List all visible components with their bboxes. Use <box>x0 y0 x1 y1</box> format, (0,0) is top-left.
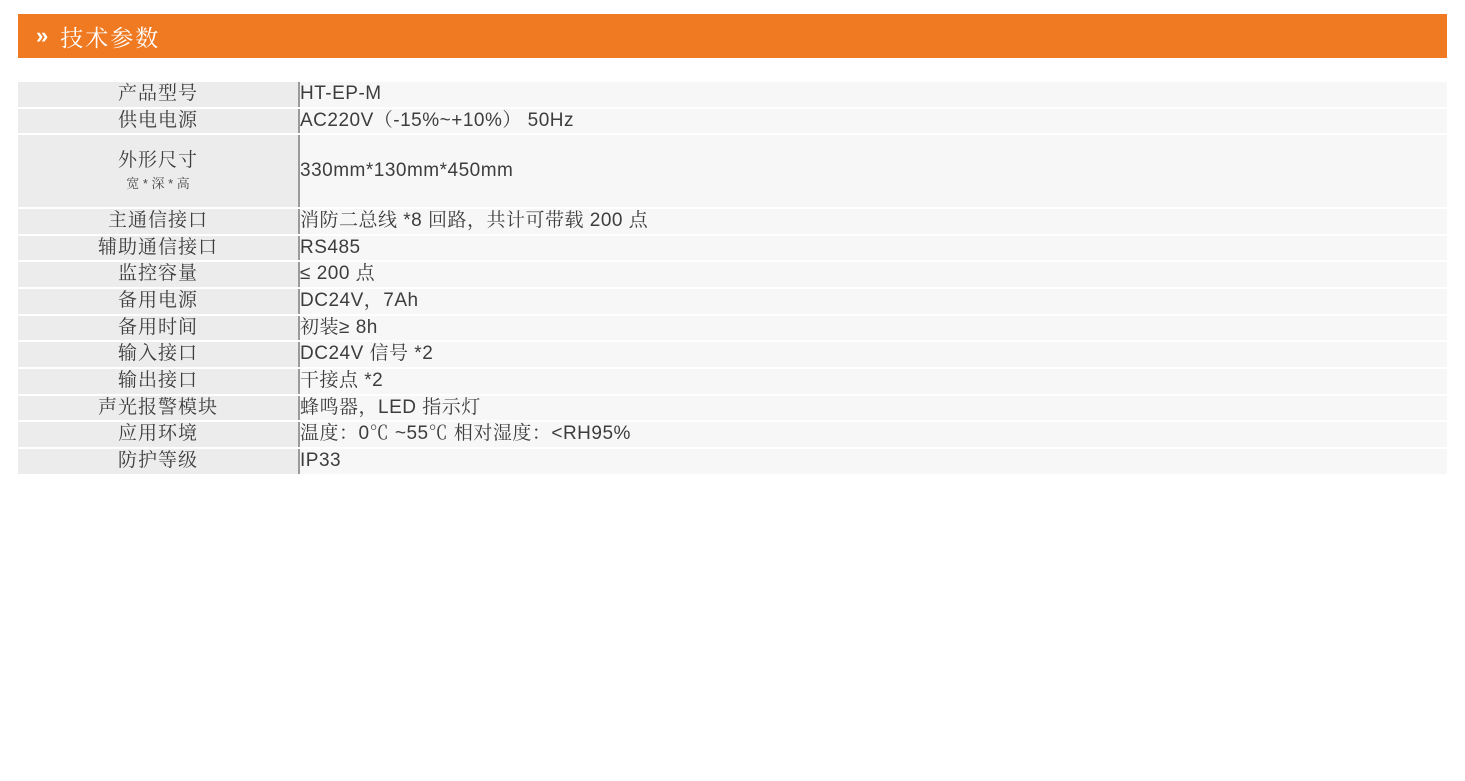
spec-label: 监控容量 <box>18 261 299 288</box>
spec-label: 辅助通信接口 <box>18 235 299 262</box>
table-row <box>18 134 1447 208</box>
spec-value: 消防二总线 *8 回路，共计可带载 200 点 <box>299 208 1447 235</box>
spec-value: AC220V（-15%~+10%） 50Hz <box>299 108 1447 135</box>
spec-value: 干接点 *2 <box>299 368 1447 395</box>
table-row <box>18 82 1447 108</box>
spec-label: 应用环境 <box>18 421 299 448</box>
section-header <box>18 14 1447 58</box>
spec-label: 备用电源 <box>18 288 299 315</box>
table-row <box>18 208 1447 235</box>
table-row <box>18 315 1447 342</box>
page-title: 技术参数 <box>60 24 161 51</box>
spec-label-main: 外形尺寸 <box>117 150 198 172</box>
table-row <box>18 261 1447 288</box>
spec-label <box>18 134 299 208</box>
table-row <box>18 288 1447 315</box>
table-row <box>18 448 1447 475</box>
spec-label: 输入接口 <box>18 341 299 368</box>
spec-label: 备用时间 <box>18 315 299 342</box>
spec-label: 防护等级 <box>18 448 299 475</box>
spec-label: 供电电源 <box>18 108 299 135</box>
table-row <box>18 235 1447 262</box>
table-row <box>18 368 1447 395</box>
spec-value: DC24V，7Ah <box>299 288 1447 315</box>
spec-value: ≤ 200 点 <box>299 261 1447 288</box>
spec-value: RS485 <box>299 235 1447 262</box>
table-row <box>18 421 1447 448</box>
spec-value: 初装≥ 8h <box>299 315 1447 342</box>
spec-label-sub: 宽 * 深 * 高 <box>126 176 190 192</box>
spec-label: 产品型号 <box>18 82 299 108</box>
spec-value: HT-EP-M <box>299 82 1447 108</box>
spec-value: 温度：0℃ ~55℃ 相对湿度：<RH95% <box>299 421 1447 448</box>
spec-value: IP33 <box>299 448 1447 475</box>
spec-label: 主通信接口 <box>18 208 299 235</box>
spec-value: 330mm*130mm*450mm <box>299 134 1447 208</box>
table-row <box>18 108 1447 135</box>
specifications-table <box>18 82 1447 476</box>
spec-label: 声光报警模块 <box>18 395 299 422</box>
double-chevron-right-icon: » <box>36 23 47 48</box>
spec-label: 输出接口 <box>18 368 299 395</box>
table-row <box>18 341 1447 368</box>
table-row <box>18 395 1447 422</box>
spec-value: 蜂鸣器，LED 指示灯 <box>299 395 1447 422</box>
spec-value: DC24V 信号 *2 <box>299 341 1447 368</box>
